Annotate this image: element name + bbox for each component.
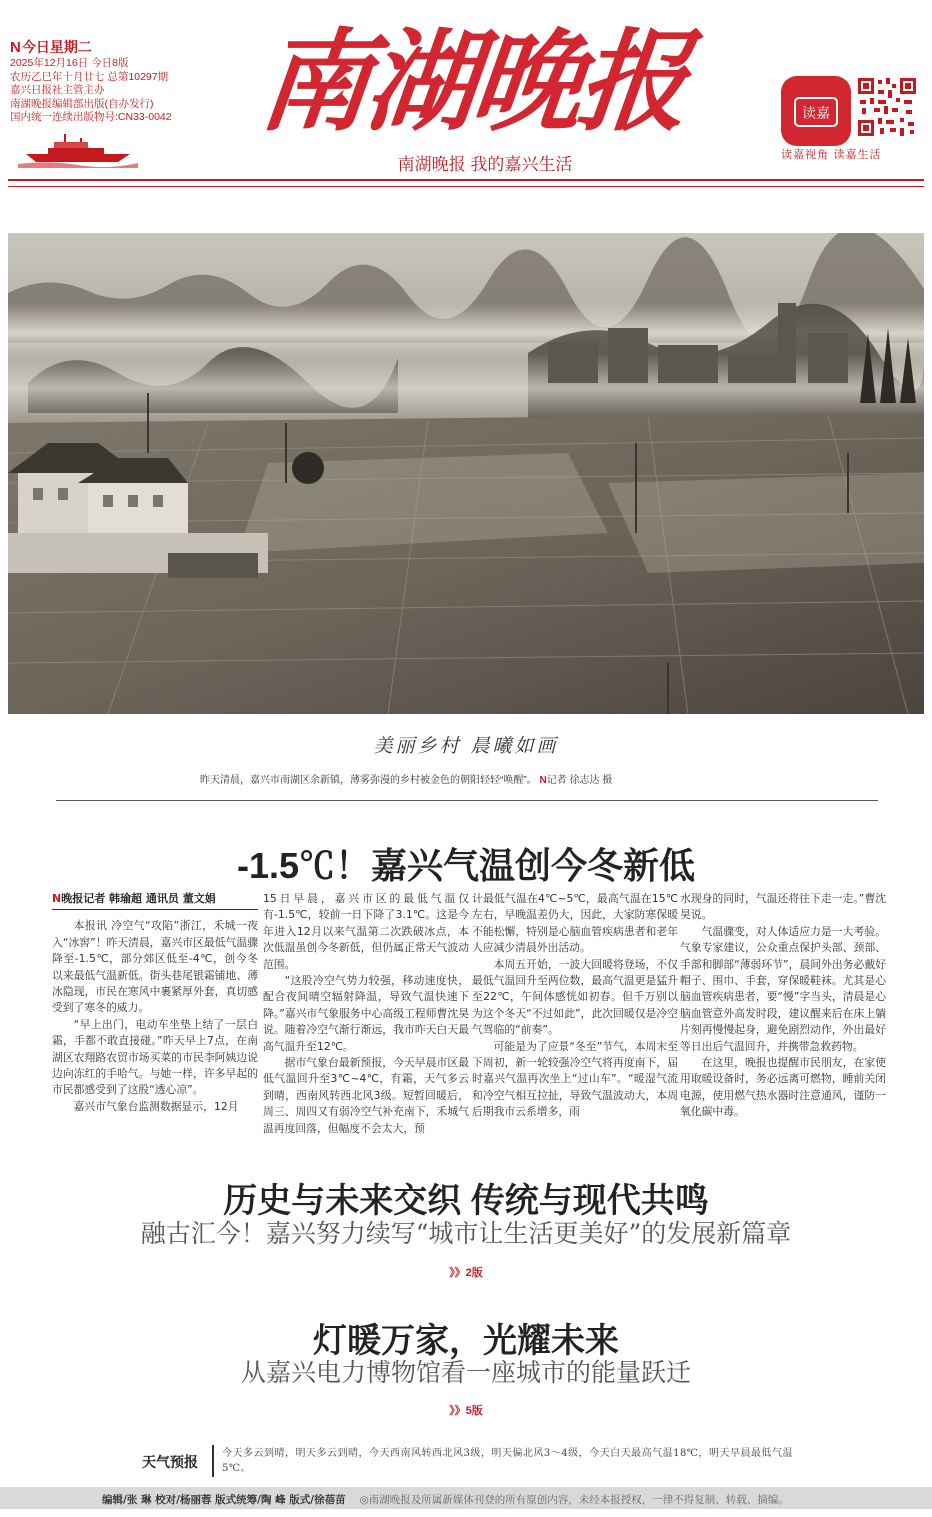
article-paragraph: 可能是为了应景“冬至”节气，本周末至下周初，新一轮较强冷空气将再度南下，届时嘉兴气温再次坐上“过山车”。“暖湿气流和冷空气相互拉扯，导致气温波动大，本周后期我市云系增多，雨 <box>472 1039 678 1119</box>
teaser-headline[interactable]: 灯暖万家，光耀未来 <box>313 1322 619 1360</box>
copyright-notice: ◎南湖晚报及所属新媒体刊登的所有原创内容，未经本报授权，一律不得复制、转载、摘编。 <box>359 1494 789 1506</box>
masthead-info <box>10 38 220 125</box>
byline-text: 晚报记者 韩瑜超 通讯员 董文娟 <box>61 892 216 905</box>
article-paragraph: 计最低气温在4℃~5℃，最高气温在15℃左右，早晚温差仍大，因此，大家防寒保暖不能松懈，特别是心脑血管疾病患者和老年人应减少清晨外出活动。 <box>472 892 678 955</box>
masthead-line: 南湖晚报编辑部出版(自办发行) <box>10 97 154 110</box>
footer <box>0 1487 932 1509</box>
article-paragraph: 水现身的同时，气温还将往下走一走。”曹沈昊说。 <box>680 892 886 922</box>
article-paragraph: 嘉兴市气象台监测数据显示，12月 <box>73 1099 239 1113</box>
article-column-2 <box>263 891 469 1137</box>
article-paragraph: 气温骤变，对人体适应力是一大考验。气象专家建议，公众重点保护头部、颈部、手部和脚部“薄弱环节”，晨间外出务必戴好帽子、围巾、手套，穿保暖鞋袜。尤其是心脑血管疾病患者，要“慢”字当头，清晨是心脑血管意外高发时段，建议醒来后在床上躺片刻再慢慢起身，避免剧烈动作，外出最好等日出后气温回升，并携带急救药物。 <box>680 924 886 1053</box>
lead-photo <box>8 233 924 714</box>
section-divider <box>56 800 878 801</box>
app-logo-text: 读嘉 <box>802 106 830 122</box>
rural-morning-landscape-image <box>8 233 924 714</box>
photo-credit: 记者 徐志达 摄 <box>546 775 613 786</box>
newspaper-title: 南湖晚报 <box>253 17 692 146</box>
article-column-1 <box>52 891 258 1115</box>
masthead-line: 农历乙巳年十月廿七 总第10297期 <box>10 70 169 83</box>
qr-code-icon[interactable] <box>856 76 918 138</box>
article-paragraph: “这股冷空气势力较强，移动速度快，配合夜间晴空辐射降温，导致气温快速下降。”嘉兴市气象服务中心高级工程师曹沈昊说。随着冷空气渐行渐远，我市昨天白天最高气温升至12℃。 <box>263 974 469 1053</box>
photo-title: 美丽乡村 晨曦如画 <box>373 735 559 757</box>
n-logo: N <box>539 775 547 786</box>
masthead-divider-thin <box>8 186 924 187</box>
article-paragraph: 据市气象台最新预报，今天早晨市区最低气温回升至3℃~4℃，有霜，天气多云到晴，西南风转西北风3级。短暂回暖后，周三、周四又有弱冷空气补充南下，禾城气温再度回落，但幅度不会太大，预 <box>263 1056 469 1135</box>
masthead-line: 国内统一连续出版物号:CN33-0042 <box>10 111 172 123</box>
article-paragraph: 15日早晨，嘉兴市区的最低气温仅有-1.5℃，较前一日下降了3.1℃。这是今年进入12月以来气温第二次跌破冰点，本次低温虽创今冬新低，但仍属正常天气波动范围。 <box>263 892 469 971</box>
article-paragraph: “早上出门，电动车坐垫上结了一层白霜，手都不敢直接碰。”昨天早上7点，在南湖区农翔路农贸市场买菜的市民李阿姨边说边向冻红的手哈气。与她一样，许多早起的市民都感受到了这股“透心凉”。 <box>52 1017 258 1097</box>
weather-divider <box>212 1445 214 1477</box>
teaser-headline[interactable]: 历史与未来交织 传统与现代共鸣 <box>223 1182 709 1220</box>
weather-label: 天气预报 <box>142 1454 198 1470</box>
article-paragraph: 本周五开始，一波大回暖将登场，不仅最低气温回升至两位数，最高气温更是猛升至22℃，午间体感恍如初春。但千万别以为这个冬天“不过如此”，此次回暖仅是冷空气驾临的“前奏”。 <box>472 957 678 1037</box>
article-byline <box>52 891 258 910</box>
photo-caption <box>200 771 900 786</box>
slogan: 南湖晚报 我的嘉兴生活 <box>397 155 573 174</box>
article-column-4 <box>680 891 886 1121</box>
weather-forecast: 今天多云到晴，明天多云到晴，今天西南风转西北风3级，明天偏北风3～4级，今天白天最高气温18℃，明天早晨最低气温5℃。 <box>222 1448 793 1474</box>
photo-caption-text: 昨天清晨，嘉兴市南湖区余新镇，薄雾弥漫的乡村被金色的朝阳轻轻“唤醒”。 <box>200 775 537 786</box>
masthead-line: 嘉兴日报社主管主办 <box>10 84 105 96</box>
article-paragraph: 在这里，晚报也提醒市民朋友，在家使用取暖设备时，务必远离可燃物，睡前关闭电源，使用燃气热水器时注意通风，谨防一氧化碳中毒。 <box>680 1056 886 1119</box>
app-caption: 读嘉视角 读嘉生活 <box>781 148 882 161</box>
masthead-line: 2025年12月16日 今日8版 <box>10 57 129 69</box>
today-label-row <box>10 38 220 57</box>
n-logo: N <box>10 39 21 56</box>
page-reference[interactable]: 》》2版 <box>449 1267 483 1279</box>
teaser-subhead[interactable]: 从嘉兴电力博物馆看一座城市的能量跃迁 <box>240 1358 691 1387</box>
red-boat-icon <box>18 132 138 168</box>
article-headline: -1.5℃！嘉兴气温创今冬新低 <box>236 845 696 886</box>
article-paragraph: 本报讯 冷空气“攻陷”浙江，禾城一夜入“冰窖”！昨天清晨，嘉兴市区最低气温骤降至-1.5℃，部分郊区低至-4℃，创今冬以来最低气温新低。街头巷尾银霜铺地、薄冰隐现，市民在寒风中裹紧厚外套，真切感受到了寒冬的威力。 <box>52 919 258 1015</box>
n-logo: N <box>52 892 62 905</box>
app-logo-icon[interactable] <box>781 76 851 146</box>
masthead-divider <box>8 179 924 181</box>
page-reference[interactable]: 》》5版 <box>449 1405 483 1417</box>
article-column-3 <box>472 891 678 1121</box>
teaser-subhead[interactable]: 融古汇今！嘉兴努力续写“城市让生活更美好”的发展新篇章 <box>140 1219 792 1248</box>
today-label: 今日星期二 <box>21 39 92 55</box>
editor-credits: 编辑/张 琳 校对/杨丽蓉 版式统筹/陶 峰 版式/徐蓓苗 <box>102 1494 346 1506</box>
